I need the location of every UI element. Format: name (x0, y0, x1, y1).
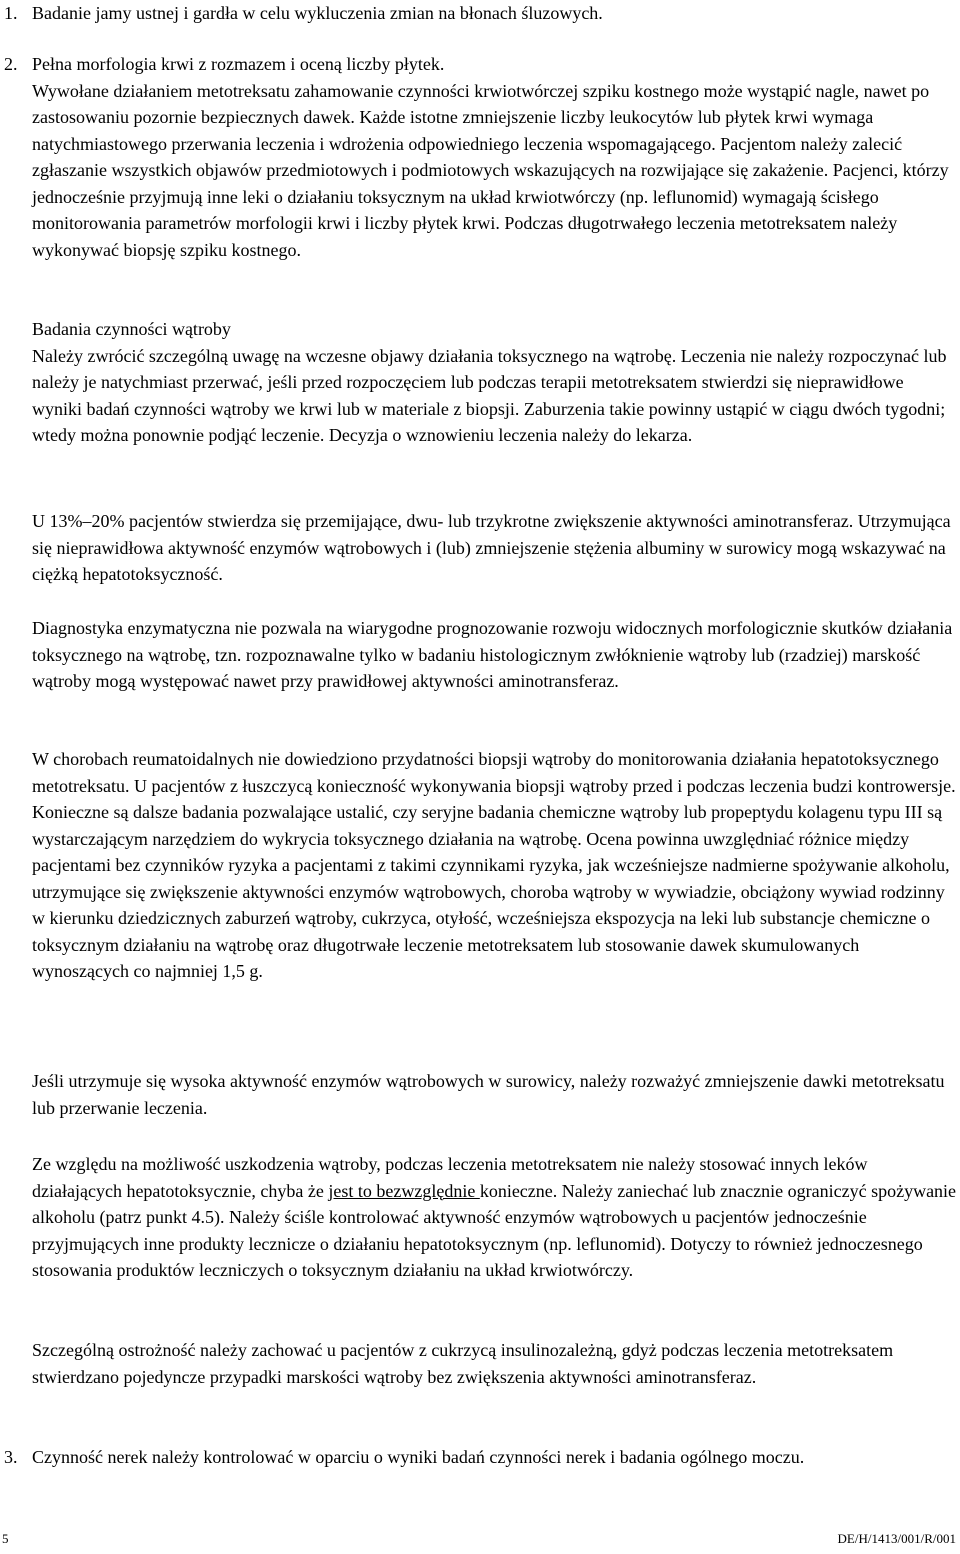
paragraph (32, 1151, 958, 1284)
item-number: 3. (4, 1447, 18, 1467)
paragraph: Szczególną ostrożność należy zachować u pacjentów z cukrzycą insulinozależną, gdyż podczas leczenia metotreksatem stwierdzano pojedyncze przypadki marskości wątroby bez zwiększenia aktywności aminotransferaz. (32, 1340, 894, 1387)
paragraph-text: konieczne. Należy zaniechać lub znacznie ograniczyć spożywanie alkoholu (patrz punkt 4.5). Należy ściśle kontrolować aktywność enzymów wątrobowych u pacjentów jednocześnie przyjmujących inne produkty lecznicze o działaniu hepatotoksycznym (np. leflunomid). Dotyczy to również jednoczesnego stosowania produktów leczniczych o toksycznym działaniu na układ krwiotwórczy. (32, 1180, 957, 1280)
item-number: 2. (4, 54, 18, 74)
item-text: Badanie jamy ustnej i gardła w celu wykluczenia zmian na błonach śluzowych. (32, 3, 603, 23)
item-text: Wywołane działaniem metotreksatu zahamowanie czynności krwiotwórczej szpiku kostnego może wystąpić nagle, nawet po zastosowaniu pozornie bezpiecznych dawek. Każde istotne zmniejszenie liczby leukocytów lub płytek krwi wymaga natychmiastowego przerwania leczenia i wdrożenia odpowiedniego leczenia wspomagającego. Pacjentom należy zalecić zgłaszanie wszystkich objawów przedmiotowych i podmiotowych wskazujących na rozwijające się zakażenie. Pacjenci, którzy jednocześnie przyjmują inne leki o działaniu toksycznym na układ krwiotwórczy (np. leflunomid) wymagają ścisłego monitorowania parametrów morfologii krwi i liczby płytek krwi. Podczas długotrwałego leczenia metotreksatem należy wykonywać biopsję szpiku kostnego. (32, 80, 949, 260)
paragraph: Diagnostyka enzymatyczna nie pozwala na wiarygodne prognozowanie rozwoju widocznych morfologicznie skutków działania toksycznego na wątrobę, tzn. rozpoznawalne tylko w badaniu histologicznym zwłóknienie wątroby lub (rzadziej) marskość wątroby mogą występować nawet przy prawidłowej aktywności aminotransferaz. (32, 618, 953, 691)
item-text: Czynność nerek należy kontrolować w oparciu o wyniki badań czynności nerek i badania ogólnego moczu. (32, 1447, 805, 1467)
page-number: 5 (2, 1531, 9, 1546)
paragraph: Jeśli utrzymuje się wysoka aktywność enzymów wątrobowych w surowicy, należy rozważyć zmniejszenie dawki metotreksatu lub przerwanie leczenia. (32, 1071, 945, 1118)
paragraph: Należy zwrócić szczególną uwagę na wczesne objawy działania toksycznego na wątrobę. Leczenia nie należy rozpoczynać lub należy je natychmiast przerwać, jeśli przed rozpoczęciem lub podczas terapii metotreksatem stwierdzi się nieprawidłowe wyniki badań czynności wątroby we krwi lub w materiale z biopsji. Zaburzenia takie powinny ustąpić w ciągu dwóch tygodni; wtedy można ponownie podjąć leczenie. Decyzja o wznowieniu leczenia należy do lekarza. (32, 345, 947, 445)
underlined-text: jest to bezwzględnie (328, 1180, 480, 1201)
section-heading: Badania czynności wątroby (32, 319, 231, 339)
paragraph: W chorobach reumatoidalnych nie dowiedziono przydatności biopsji wątroby do monitorowania działania hepatotoksycznego metotreksatu. U pacjentów z łuszczycą konieczność wykonywania biopsji wątroby przed i podczas leczenia budzi kontrowersje. Konieczne są dalsze badania pozwalające ustalić, czy seryjne badania chemiczne wątroby lub propeptydu kolagenu typu III są wystarczającym narzędziem do wykrycia toksycznego działania na wątrobę. Ocena powinna uwzględniać różnice między pacjentami bez czynników ryzyka a pacjentami z takimi czynnikami ryzyka, jak wcześniejsze nadmierne spożywanie alkoholu, utrzymujące się zwiększenie aktywności enzymów wątrobowych, choroba wątroby w wywiadzie, obciążony wywiad rodzinny w kierunku dziedzicznych zaburzeń wątroby, cukrzyca, otyłość, wcześniejsza ekspozycja na leki lub substancje chemiczne o toksycznym działaniu na wątrobę oraz długotrwałe leczenie metotreksatem lub stosowanie dawek skumulowanych wynoszących co najmniej 1,5 g. (32, 749, 956, 981)
item-number: 1. (4, 3, 18, 23)
item-title: Pełna morfologia krwi z rozmazem i oceną liczby płytek. (32, 54, 445, 74)
document-reference: DE/H/1413/001/R/001 (837, 1531, 956, 1546)
paragraph-text: Ze względu na możliwość uszkodzenia wątroby, podczas leczenia metotreksatem nie należy stosować innych leków działających hepatotoksycznie, chyba że (32, 1154, 868, 1201)
paragraph: U 13%–20% pacjentów stwierdza się przemijające, dwu- lub trzykrotne zwiększenie aktywności aminotransferaz. Utrzymująca się nieprawidłowa aktywność enzymów wątrobowych i (lub) zmniejszenie stężenia albuminy w surowicy mogą wskazywać na ciężką hepatotoksyczność. (32, 511, 951, 584)
